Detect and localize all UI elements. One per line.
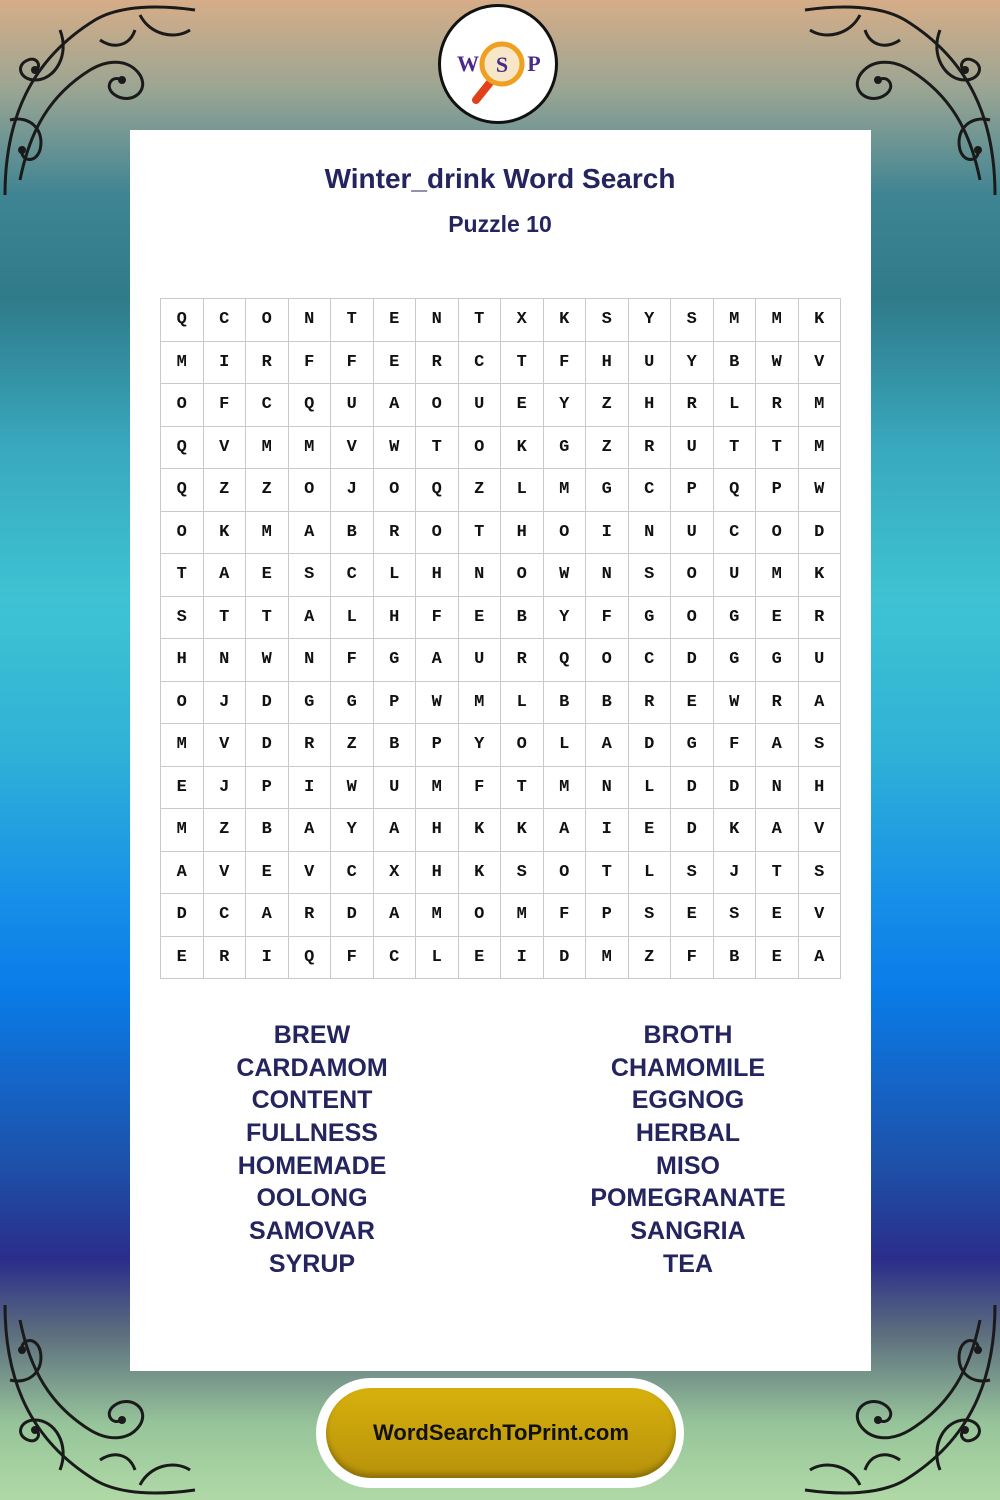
grid-cell[interactable]: Y	[331, 809, 374, 852]
grid-cell[interactable]: H	[629, 384, 672, 427]
grid-cell[interactable]: V	[331, 427, 374, 470]
grid-cell[interactable]: Q	[161, 427, 204, 470]
grid-cell[interactable]: R	[416, 342, 459, 385]
grid-cell[interactable]: G	[756, 639, 799, 682]
grid-cell[interactable]: R	[204, 937, 247, 980]
grid-cell[interactable]: B	[331, 512, 374, 555]
grid-cell[interactable]: V	[204, 852, 247, 895]
grid-cell[interactable]: W	[331, 767, 374, 810]
grid-cell[interactable]: A	[289, 512, 332, 555]
grid-cell[interactable]: A	[374, 809, 417, 852]
grid-cell[interactable]: W	[374, 427, 417, 470]
grid-cell[interactable]: R	[756, 384, 799, 427]
grid-cell[interactable]: W	[416, 682, 459, 725]
grid-cell[interactable]: V	[799, 809, 842, 852]
grid-cell[interactable]: Y	[459, 724, 502, 767]
grid-cell[interactable]: W	[714, 682, 757, 725]
grid-cell[interactable]: W	[799, 469, 842, 512]
word-list-left	[162, 1019, 462, 1281]
word-item: BREW	[273, 1021, 351, 1049]
logo-letter-w: W	[457, 51, 479, 76]
grid-cell[interactable]: T	[501, 767, 544, 810]
grid-cell[interactable]: F	[289, 342, 332, 385]
grid-cell[interactable]: M	[799, 427, 842, 470]
grid-cell[interactable]: K	[501, 809, 544, 852]
grid-cell[interactable]: D	[671, 639, 714, 682]
grid-cell[interactable]: E	[374, 299, 417, 342]
word-item: POMEGRANATE	[590, 1184, 786, 1213]
grid-cell[interactable]: P	[374, 682, 417, 725]
grid-cell[interactable]: Q	[161, 299, 204, 342]
grid-cell[interactable]: M	[586, 937, 629, 980]
grid-cell[interactable]: Y	[671, 342, 714, 385]
grid-cell[interactable]: T	[756, 427, 799, 470]
grid-cell[interactable]: Q	[289, 384, 332, 427]
grid-cell[interactable]: Z	[629, 937, 672, 980]
grid-cell[interactable]: O	[586, 639, 629, 682]
grid-cell[interactable]: M	[161, 809, 204, 852]
grid-cell[interactable]: L	[629, 852, 672, 895]
grid-cell[interactable]: M	[544, 767, 587, 810]
grid-cell[interactable]: A	[586, 724, 629, 767]
grid-cell[interactable]: O	[246, 299, 289, 342]
grid-cell[interactable]: K	[459, 852, 502, 895]
grid-cell[interactable]: G	[544, 427, 587, 470]
grid-cell[interactable]: E	[671, 682, 714, 725]
grid-cell[interactable]: R	[799, 597, 842, 640]
grid-cell[interactable]: A	[544, 809, 587, 852]
grid-cell[interactable]: P	[671, 469, 714, 512]
grid-cell[interactable]: R	[756, 682, 799, 725]
grid-cell[interactable]: D	[799, 512, 842, 555]
grid-cell[interactable]: N	[586, 767, 629, 810]
grid-cell[interactable]: L	[501, 469, 544, 512]
grid-cell[interactable]: H	[416, 554, 459, 597]
grid-cell[interactable]: E	[459, 597, 502, 640]
grid-cell[interactable]: F	[544, 342, 587, 385]
word-item: TEA	[663, 1249, 713, 1278]
grid-cell[interactable]: M	[544, 469, 587, 512]
grid-cell[interactable]: H	[374, 597, 417, 640]
grid-cell[interactable]: E	[756, 894, 799, 937]
grid-cell[interactable]: Q	[289, 937, 332, 980]
grid-cell[interactable]: B	[246, 809, 289, 852]
puzzle-number: Puzzle 10	[448, 211, 552, 237]
word-item: CONTENT	[251, 1086, 373, 1115]
grid-cell[interactable]: E	[374, 342, 417, 385]
word-item: FULLNESS	[246, 1119, 378, 1148]
grid-cell[interactable]: O	[416, 384, 459, 427]
grid-cell[interactable]: U	[459, 384, 502, 427]
grid-cell[interactable]: S	[799, 852, 842, 895]
grid-cell[interactable]: V	[204, 427, 247, 470]
grid-cell[interactable]: K	[799, 299, 842, 342]
grid-cell[interactable]: X	[501, 299, 544, 342]
grid-cell[interactable]: M	[459, 682, 502, 725]
grid-cell[interactable]: T	[246, 597, 289, 640]
grid-cell[interactable]: Q	[161, 469, 204, 512]
grid-cell[interactable]: D	[246, 724, 289, 767]
grid-cell[interactable]: I	[586, 809, 629, 852]
grid-cell[interactable]: L	[501, 682, 544, 725]
grid-cell[interactable]: F	[331, 639, 374, 682]
grid-cell[interactable]: C	[204, 894, 247, 937]
grid-cell[interactable]: A	[374, 384, 417, 427]
grid-cell[interactable]: M	[416, 894, 459, 937]
grid-cell[interactable]: A	[204, 554, 247, 597]
grid-cell[interactable]: O	[501, 554, 544, 597]
grid-cell[interactable]: T	[459, 512, 502, 555]
grid-cell[interactable]: H	[416, 809, 459, 852]
grid-cell[interactable]: U	[331, 384, 374, 427]
grid-cell[interactable]: V	[799, 342, 842, 385]
word-item: HOMEMADE	[237, 1151, 387, 1180]
grid-cell[interactable]: A	[289, 809, 332, 852]
word-item: BROTH	[643, 1021, 733, 1049]
grid-cell[interactable]: S	[629, 894, 672, 937]
grid-cell[interactable]: W	[246, 639, 289, 682]
grid-cell[interactable]: F	[331, 342, 374, 385]
grid-cell[interactable]: R	[374, 512, 417, 555]
grid-cell[interactable]: G	[671, 724, 714, 767]
grid-cell[interactable]: G	[714, 639, 757, 682]
grid-cell[interactable]: H	[161, 639, 204, 682]
grid-cell[interactable]: C	[629, 469, 672, 512]
grid-cell[interactable]: R	[289, 724, 332, 767]
grid-cell[interactable]: S	[289, 554, 332, 597]
grid-cell[interactable]: Z	[586, 427, 629, 470]
grid-cell[interactable]: D	[671, 809, 714, 852]
word-item: SAMOVAR	[249, 1217, 375, 1246]
grid-cell[interactable]: D	[246, 682, 289, 725]
grid-cell[interactable]: H	[799, 767, 842, 810]
grid-cell[interactable]: C	[246, 384, 289, 427]
grid-cell[interactable]: D	[544, 937, 587, 980]
grid-cell[interactable]: E	[246, 554, 289, 597]
grid-cell[interactable]: F	[459, 767, 502, 810]
grid-cell[interactable]: P	[416, 724, 459, 767]
grid-cell[interactable]: G	[714, 597, 757, 640]
grid-cell[interactable]: O	[374, 469, 417, 512]
grid-cell[interactable]: J	[331, 469, 374, 512]
grid-cell[interactable]: O	[544, 852, 587, 895]
page-title: Winter_drink Word Search	[324, 163, 676, 194]
grid-cell[interactable]: U	[374, 767, 417, 810]
grid-cell[interactable]: L	[331, 597, 374, 640]
grid-cell[interactable]: O	[459, 427, 502, 470]
magnifier-icon	[448, 14, 548, 114]
grid-cell[interactable]: U	[714, 554, 757, 597]
grid-cell[interactable]: P	[586, 894, 629, 937]
grid-cell[interactable]: E	[756, 937, 799, 980]
grid-cell[interactable]: S	[671, 852, 714, 895]
grid-cell[interactable]: D	[331, 894, 374, 937]
grid-cell[interactable]: M	[161, 342, 204, 385]
grid-cell[interactable]: M	[501, 894, 544, 937]
grid-cell[interactable]: T	[756, 852, 799, 895]
grid-cell[interactable]: N	[459, 554, 502, 597]
grid-cell[interactable]: T	[331, 299, 374, 342]
grid-cell[interactable]: M	[756, 299, 799, 342]
grid-cell[interactable]: C	[714, 512, 757, 555]
grid-cell[interactable]: W	[756, 342, 799, 385]
grid-cell[interactable]: Y	[544, 597, 587, 640]
grid-cell[interactable]: E	[671, 894, 714, 937]
grid-cell[interactable]: S	[629, 554, 672, 597]
grid-cell[interactable]: M	[714, 299, 757, 342]
grid-cell[interactable]: M	[161, 724, 204, 767]
letter-grid	[160, 298, 841, 979]
grid-cell[interactable]: Q	[416, 469, 459, 512]
footer-site-button[interactable]: WordSearchToPrint.com	[326, 1388, 676, 1478]
grid-cell[interactable]: J	[204, 682, 247, 725]
grid-cell[interactable]: L	[714, 384, 757, 427]
grid-cell[interactable]: B	[714, 937, 757, 980]
grid-cell[interactable]: C	[459, 342, 502, 385]
grid-cell[interactable]: F	[671, 937, 714, 980]
grid-cell[interactable]: O	[671, 597, 714, 640]
grid-cell[interactable]: Z	[204, 469, 247, 512]
grid-cell[interactable]: E	[161, 937, 204, 980]
grid-cell[interactable]: V	[289, 852, 332, 895]
grid-cell[interactable]: B	[374, 724, 417, 767]
grid-cell[interactable]: Y	[629, 299, 672, 342]
grid-cell[interactable]: T	[161, 554, 204, 597]
grid-cell[interactable]: N	[586, 554, 629, 597]
grid-cell[interactable]: T	[416, 427, 459, 470]
word-item: HERBAL	[635, 1119, 741, 1148]
grid-cell[interactable]: Z	[586, 384, 629, 427]
grid-cell[interactable]: Z	[331, 724, 374, 767]
grid-cell[interactable]: R	[629, 682, 672, 725]
grid-cell[interactable]: M	[289, 427, 332, 470]
grid-cell[interactable]: N	[629, 512, 672, 555]
grid-cell[interactable]: B	[544, 682, 587, 725]
grid-cell[interactable]: O	[544, 512, 587, 555]
word-list-right	[538, 1019, 838, 1281]
grid-cell[interactable]: G	[331, 682, 374, 725]
grid-cell[interactable]: K	[501, 427, 544, 470]
word-item: CARDAMOM	[236, 1053, 388, 1082]
grid-cell[interactable]: K	[714, 809, 757, 852]
grid-cell[interactable]: C	[204, 299, 247, 342]
grid-cell[interactable]: L	[629, 767, 672, 810]
grid-cell[interactable]: A	[799, 937, 842, 980]
grid-cell[interactable]: N	[756, 767, 799, 810]
grid-cell[interactable]: K	[544, 299, 587, 342]
grid-cell[interactable]: A	[756, 809, 799, 852]
word-item: EGGNOG	[631, 1086, 745, 1115]
grid-cell[interactable]: L	[544, 724, 587, 767]
grid-cell[interactable]: B	[586, 682, 629, 725]
grid-cell[interactable]: J	[714, 852, 757, 895]
grid-cell[interactable]: M	[799, 384, 842, 427]
grid-cell[interactable]: R	[671, 384, 714, 427]
grid-cell[interactable]: V	[204, 724, 247, 767]
grid-cell[interactable]: R	[629, 427, 672, 470]
grid-cell[interactable]: D	[629, 724, 672, 767]
grid-cell[interactable]: U	[799, 639, 842, 682]
grid-cell[interactable]: B	[714, 342, 757, 385]
grid-cell[interactable]: G	[586, 469, 629, 512]
grid-cell[interactable]: F	[714, 724, 757, 767]
grid-cell[interactable]: Y	[544, 384, 587, 427]
grid-cell[interactable]: U	[671, 427, 714, 470]
grid-cell[interactable]: M	[246, 512, 289, 555]
grid-cell[interactable]: U	[459, 639, 502, 682]
grid-cell[interactable]: T	[714, 427, 757, 470]
grid-cell[interactable]: M	[756, 554, 799, 597]
grid-cell[interactable]: F	[416, 597, 459, 640]
grid-cell[interactable]: G	[289, 682, 332, 725]
grid-cell[interactable]: I	[586, 512, 629, 555]
grid-cell[interactable]: E	[459, 937, 502, 980]
grid-cell[interactable]: O	[416, 512, 459, 555]
grid-cell[interactable]: F	[204, 384, 247, 427]
grid-cell[interactable]: I	[289, 767, 332, 810]
grid-cell[interactable]: I	[246, 937, 289, 980]
logo-letter-s: S	[495, 52, 509, 77]
grid-cell[interactable]: A	[416, 639, 459, 682]
grid-cell[interactable]: T	[586, 852, 629, 895]
grid-cell[interactable]: S	[501, 852, 544, 895]
grid-cell[interactable]: A	[289, 597, 332, 640]
grid-cell[interactable]: M	[246, 427, 289, 470]
grid-cell[interactable]: K	[204, 512, 247, 555]
grid-cell[interactable]: I	[501, 937, 544, 980]
grid-cell[interactable]: Z	[459, 469, 502, 512]
grid-cell[interactable]: Z	[246, 469, 289, 512]
grid-cell[interactable]: O	[756, 512, 799, 555]
word-item: OOLONG	[256, 1184, 368, 1213]
grid-cell[interactable]: N	[289, 299, 332, 342]
grid-cell[interactable]: D	[161, 894, 204, 937]
grid-cell[interactable]: D	[714, 767, 757, 810]
grid-cell[interactable]: S	[714, 894, 757, 937]
grid-cell[interactable]: O	[161, 682, 204, 725]
grid-cell[interactable]: A	[246, 894, 289, 937]
grid-cell[interactable]: R	[501, 639, 544, 682]
grid-cell[interactable]: T	[204, 597, 247, 640]
grid-cell[interactable]: Q	[714, 469, 757, 512]
grid-cell[interactable]: I	[204, 342, 247, 385]
logo-letter-p: P	[527, 51, 541, 76]
grid-cell[interactable]: U	[671, 512, 714, 555]
grid-cell[interactable]: P	[246, 767, 289, 810]
grid-cell[interactable]: V	[799, 894, 842, 937]
grid-cell[interactable]: F	[331, 937, 374, 980]
grid-cell[interactable]: K	[799, 554, 842, 597]
grid-cell[interactable]: T	[459, 299, 502, 342]
grid-cell[interactable]: O	[501, 724, 544, 767]
grid-cell[interactable]: C	[331, 554, 374, 597]
word-item: MISO	[656, 1151, 720, 1180]
grid-cell[interactable]: G	[374, 639, 417, 682]
grid-cell[interactable]: W	[544, 554, 587, 597]
grid-cell[interactable]: R	[246, 342, 289, 385]
grid-cell[interactable]: U	[629, 342, 672, 385]
grid-cell[interactable]: O	[161, 512, 204, 555]
grid-cell[interactable]: C	[629, 639, 672, 682]
grid-cell[interactable]: H	[501, 512, 544, 555]
grid-cell[interactable]: G	[629, 597, 672, 640]
grid-cell[interactable]: A	[756, 724, 799, 767]
grid-cell[interactable]: A	[799, 682, 842, 725]
grid-cell[interactable]: L	[374, 554, 417, 597]
grid-cell[interactable]: H	[586, 342, 629, 385]
grid-cell[interactable]: D	[671, 767, 714, 810]
grid-cell[interactable]: S	[671, 299, 714, 342]
grid-cell[interactable]: L	[416, 937, 459, 980]
site-logo[interactable]	[438, 4, 558, 124]
grid-cell[interactable]: C	[374, 937, 417, 980]
grid-cell[interactable]: O	[671, 554, 714, 597]
grid-cell[interactable]: Q	[544, 639, 587, 682]
grid-cell[interactable]: B	[501, 597, 544, 640]
grid-cell[interactable]: T	[501, 342, 544, 385]
word-item: CHAMOMILE	[610, 1053, 766, 1082]
grid-cell[interactable]: A	[161, 852, 204, 895]
grid-cell[interactable]: A	[374, 894, 417, 937]
grid-cell[interactable]: S	[799, 724, 842, 767]
word-item: SYRUP	[268, 1249, 356, 1278]
grid-cell[interactable]: Z	[204, 809, 247, 852]
grid-cell[interactable]: N	[204, 639, 247, 682]
grid-cell[interactable]: C	[331, 852, 374, 895]
grid-cell[interactable]: E	[756, 597, 799, 640]
grid-cell[interactable]: E	[629, 809, 672, 852]
grid-cell[interactable]: O	[289, 469, 332, 512]
grid-cell[interactable]: M	[416, 767, 459, 810]
grid-cell[interactable]: E	[246, 852, 289, 895]
grid-cell[interactable]: X	[374, 852, 417, 895]
grid-cell[interactable]: R	[289, 894, 332, 937]
grid-cell[interactable]: K	[459, 809, 502, 852]
grid-cell[interactable]: S	[161, 597, 204, 640]
grid-cell[interactable]: J	[204, 767, 247, 810]
grid-cell[interactable]: H	[416, 852, 459, 895]
grid-cell[interactable]: N	[416, 299, 459, 342]
grid-cell[interactable]: O	[161, 384, 204, 427]
grid-cell[interactable]: E	[501, 384, 544, 427]
grid-cell[interactable]: F	[544, 894, 587, 937]
grid-cell[interactable]: N	[289, 639, 332, 682]
grid-cell[interactable]: P	[756, 469, 799, 512]
grid-cell[interactable]: S	[586, 299, 629, 342]
grid-cell[interactable]: E	[161, 767, 204, 810]
grid-cell[interactable]: F	[586, 597, 629, 640]
word-item: SANGRIA	[630, 1217, 746, 1246]
grid-cell[interactable]: O	[459, 894, 502, 937]
